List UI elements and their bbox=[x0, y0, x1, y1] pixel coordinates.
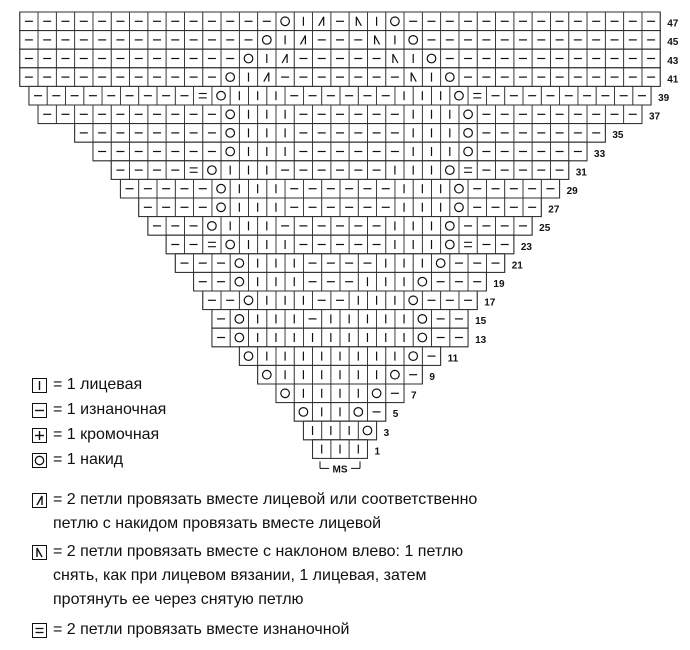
chart-row-39 bbox=[29, 86, 670, 105]
row-number-label: 5 bbox=[392, 409, 399, 421]
row-number-label: 27 bbox=[548, 204, 560, 216]
row-number-label: 43 bbox=[667, 55, 679, 67]
chart-row-45 bbox=[20, 31, 679, 50]
legend-k2tog-line1: = 2 петли провязать вместе лицевой или соответственно bbox=[53, 491, 478, 508]
chart-row-23 bbox=[166, 235, 532, 254]
legend-edge-text: = 1 кромочная bbox=[53, 426, 160, 443]
row-number-label: 47 bbox=[667, 18, 679, 30]
chart-row-31 bbox=[111, 161, 587, 180]
center-stitch-marker bbox=[320, 461, 360, 475]
chart-row-43 bbox=[20, 49, 679, 68]
row-number-label: 29 bbox=[566, 186, 578, 197]
chart-row-7 bbox=[276, 384, 417, 403]
row-number-label: 41 bbox=[667, 74, 679, 86]
row-number-label: 3 bbox=[383, 427, 390, 439]
chart-row-17 bbox=[203, 291, 496, 310]
chart-row-37 bbox=[38, 105, 660, 124]
row-number-label: 45 bbox=[667, 37, 679, 49]
row-number-label: 37 bbox=[648, 111, 661, 123]
row-number-label: 11 bbox=[447, 353, 459, 365]
chart-row-15 bbox=[212, 310, 487, 329]
row-number-label: 9 bbox=[429, 372, 435, 383]
legend-p2tog-text: = 2 петли провязать вместе изнаночной bbox=[53, 621, 350, 638]
row-number-label: 13 bbox=[475, 334, 487, 346]
row-number-label: 15 bbox=[475, 316, 487, 328]
legend-purl-text: = 1 изнаночная bbox=[53, 401, 167, 418]
chart-row-21 bbox=[175, 254, 523, 273]
row-number-label: 21 bbox=[511, 260, 523, 272]
chart-row-25 bbox=[148, 217, 551, 236]
row-number-label: 1 bbox=[374, 446, 381, 458]
chart-row-9 bbox=[258, 365, 436, 384]
legend-ssk-line2: снять, как при лицевом вязании, 1 лицевая, затем bbox=[53, 567, 427, 584]
legend-knit-text: = 1 лицевая bbox=[53, 376, 143, 393]
legend-k2tog-line2: петлю с накидом провязать вместе лицевой bbox=[53, 515, 382, 532]
chart-row-47 bbox=[20, 12, 679, 31]
chart-row-33 bbox=[93, 142, 606, 161]
row-number-label: 23 bbox=[520, 241, 532, 253]
legend-ssk-line1: = 2 петли провязать вместе с наклоном влево: 1 петлю bbox=[53, 543, 464, 560]
legend-yo-text: = 1 накид bbox=[53, 451, 124, 468]
row-number-label: 19 bbox=[493, 279, 505, 290]
chart-row-41 bbox=[20, 68, 679, 87]
chart-row-19 bbox=[194, 272, 505, 291]
chart-row-13 bbox=[212, 328, 487, 347]
chart-row-11 bbox=[239, 347, 458, 366]
chart-row-3 bbox=[303, 421, 389, 440]
row-number-label: 33 bbox=[594, 148, 606, 160]
legend-ssk-line3: протянуть ее через снятую петлю bbox=[53, 591, 304, 608]
row-number-label: 35 bbox=[612, 130, 624, 142]
chart-row-29 bbox=[120, 179, 578, 198]
row-number-label: 39 bbox=[658, 93, 670, 104]
row-number-label: 25 bbox=[539, 223, 551, 235]
chart-row-35 bbox=[75, 124, 624, 143]
center-label: MS bbox=[332, 464, 348, 476]
row-number-label: 7 bbox=[411, 390, 417, 402]
chart-row-1 bbox=[313, 440, 381, 459]
row-number-label: 31 bbox=[575, 167, 587, 179]
chart-row-5 bbox=[294, 403, 399, 422]
row-number-label: 17 bbox=[484, 297, 496, 309]
chart-row-27 bbox=[139, 198, 560, 217]
